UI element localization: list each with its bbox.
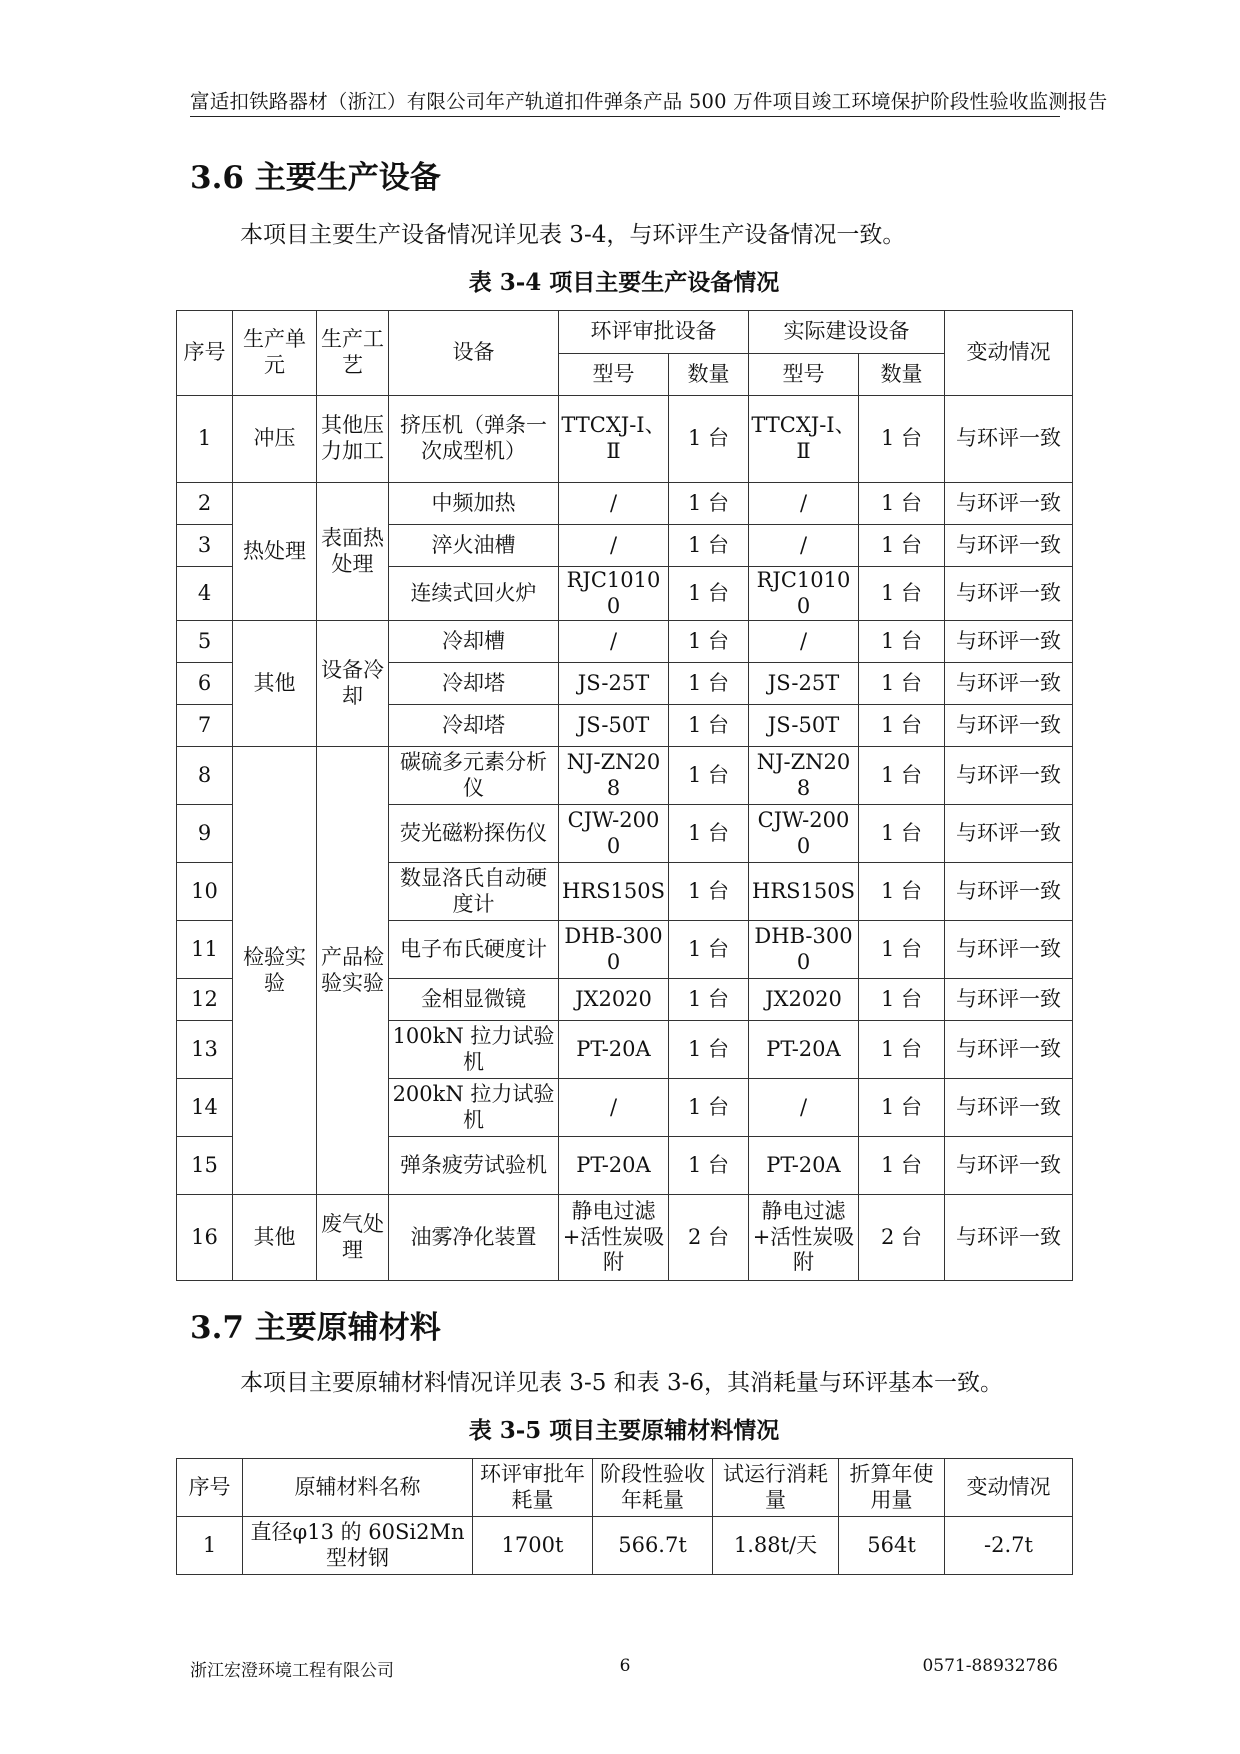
header-eia-consumption: 环评审批年耗量 bbox=[473, 1459, 593, 1517]
row-eia-qty: 1 台 bbox=[669, 705, 749, 747]
row-change: 与环评一致 bbox=[945, 1079, 1073, 1137]
row-eia-qty: 2 台 bbox=[669, 1195, 749, 1281]
row-trial-consumption: 1.88t/天 bbox=[713, 1517, 839, 1575]
page-header: 富适扣铁路器材（浙江）有限公司年产轨道扣件弹条产品 500 万件项目竣工环境保护阶段性验收监测报告 bbox=[190, 90, 1108, 113]
row-actual-model: 静电过滤+活性炭吸附 bbox=[749, 1195, 859, 1281]
table-row bbox=[177, 1195, 1073, 1281]
row-no: 7 bbox=[177, 705, 233, 747]
row-actual-qty: 1 台 bbox=[859, 863, 945, 921]
row-eia-model: JS-25T bbox=[559, 663, 669, 705]
row-equipment: 挤压机（弹条一次成型机） bbox=[389, 396, 559, 483]
row-equipment: 冷却塔 bbox=[389, 705, 559, 747]
row-actual-model: JX2020 bbox=[749, 979, 859, 1021]
row-eia-model: 静电过滤+活性炭吸附 bbox=[559, 1195, 669, 1281]
row-equipment: 电子布氏硬度计 bbox=[389, 921, 559, 979]
row-process: 设备冷却 bbox=[317, 621, 389, 747]
row-equipment: 弹条疲劳试验机 bbox=[389, 1137, 559, 1195]
row-eia-qty: 1 台 bbox=[669, 1079, 749, 1137]
table-row bbox=[177, 483, 1073, 525]
header-eia-equipment: 环评审批设备 bbox=[559, 311, 749, 354]
materials-table bbox=[176, 1458, 1073, 1575]
row-eia-model: NJ-ZN208 bbox=[559, 747, 669, 805]
header-trial-consumption: 试运行消耗量 bbox=[713, 1459, 839, 1517]
row-actual-model: TTCXJ-Ⅰ、Ⅱ bbox=[749, 396, 859, 483]
row-change: 与环评一致 bbox=[945, 921, 1073, 979]
row-stage-consumption: 566.7t bbox=[593, 1517, 713, 1575]
row-change: 与环评一致 bbox=[945, 663, 1073, 705]
table-row bbox=[177, 1517, 1073, 1575]
row-actual-model: / bbox=[749, 1079, 859, 1137]
row-eia-qty: 1 台 bbox=[669, 921, 749, 979]
header-seq: 序号 bbox=[177, 311, 233, 396]
header-seq: 序号 bbox=[177, 1459, 243, 1517]
row-eia-qty: 1 台 bbox=[669, 396, 749, 483]
row-actual-qty: 1 台 bbox=[859, 1021, 945, 1079]
row-eia-consumption: 1700t bbox=[473, 1517, 593, 1575]
header-actual-model: 型号 bbox=[749, 354, 859, 396]
table-row bbox=[177, 396, 1073, 483]
section-heading-3-6: 3.6 主要生产设备 bbox=[190, 160, 441, 196]
row-actual-model: JS-25T bbox=[749, 663, 859, 705]
row-change: -2.7t bbox=[945, 1517, 1073, 1575]
row-change: 与环评一致 bbox=[945, 1021, 1073, 1079]
row-change: 与环评一致 bbox=[945, 863, 1073, 921]
row-equipment: 淬火油槽 bbox=[389, 525, 559, 567]
row-eia-qty: 1 台 bbox=[669, 1137, 749, 1195]
row-eia-model: / bbox=[559, 525, 669, 567]
row-actual-model: DHB-3000 bbox=[749, 921, 859, 979]
row-process: 其他压力加工 bbox=[317, 396, 389, 483]
row-no: 3 bbox=[177, 525, 233, 567]
row-change: 与环评一致 bbox=[945, 747, 1073, 805]
row-actual-qty: 1 台 bbox=[859, 483, 945, 525]
row-change: 与环评一致 bbox=[945, 705, 1073, 747]
row-no: 11 bbox=[177, 921, 233, 979]
header-change: 变动情况 bbox=[945, 311, 1073, 396]
row-process: 产品检验实验 bbox=[317, 747, 389, 1195]
row-change: 与环评一致 bbox=[945, 1195, 1073, 1281]
header-eia-model: 型号 bbox=[559, 354, 669, 396]
row-no: 1 bbox=[177, 1517, 243, 1575]
row-no: 6 bbox=[177, 663, 233, 705]
row-actual-qty: 1 台 bbox=[859, 1137, 945, 1195]
header-actual-qty: 数量 bbox=[859, 354, 945, 396]
row-equipment: 冷却塔 bbox=[389, 663, 559, 705]
row-actual-qty: 1 台 bbox=[859, 396, 945, 483]
row-actual-model: / bbox=[749, 525, 859, 567]
row-actual-model: / bbox=[749, 483, 859, 525]
row-equipment: 中频加热 bbox=[389, 483, 559, 525]
row-eia-model: CJW-2000 bbox=[559, 805, 669, 863]
row-no: 15 bbox=[177, 1137, 233, 1195]
row-eia-qty: 1 台 bbox=[669, 747, 749, 805]
row-eia-qty: 1 台 bbox=[669, 525, 749, 567]
row-actual-qty: 1 台 bbox=[859, 979, 945, 1021]
row-change: 与环评一致 bbox=[945, 525, 1073, 567]
row-process: 废气处理 bbox=[317, 1195, 389, 1281]
section-3-7-intro: 本项目主要原辅材料情况详见表 3-5 和表 3-6，其消耗量与环评基本一致。 bbox=[240, 1370, 1004, 1396]
row-actual-qty: 1 台 bbox=[859, 921, 945, 979]
row-eia-qty: 1 台 bbox=[669, 567, 749, 621]
row-eia-model: HRS150S bbox=[559, 863, 669, 921]
row-actual-qty: 1 台 bbox=[859, 621, 945, 663]
row-equipment: 碳硫多元素分析仪 bbox=[389, 747, 559, 805]
header-annual-usage: 折算年使用量 bbox=[839, 1459, 945, 1517]
row-annual-usage: 564t bbox=[839, 1517, 945, 1575]
row-eia-qty: 1 台 bbox=[669, 805, 749, 863]
header-rule bbox=[190, 116, 1060, 117]
section-heading-3-7: 3.7 主要原辅材料 bbox=[190, 1310, 441, 1346]
row-actual-model: CJW-2000 bbox=[749, 805, 859, 863]
row-eia-qty: 1 台 bbox=[669, 979, 749, 1021]
row-equipment: 金相显微镜 bbox=[389, 979, 559, 1021]
header-equipment: 设备 bbox=[389, 311, 559, 396]
header-process: 生产工艺 bbox=[317, 311, 389, 396]
row-eia-qty: 1 台 bbox=[669, 663, 749, 705]
row-unit: 其他 bbox=[233, 1195, 317, 1281]
row-actual-model: PT-20A bbox=[749, 1137, 859, 1195]
row-actual-model: HRS150S bbox=[749, 863, 859, 921]
row-no: 9 bbox=[177, 805, 233, 863]
row-equipment: 连续式回火炉 bbox=[389, 567, 559, 621]
row-unit: 冲压 bbox=[233, 396, 317, 483]
footer-page-number: 6 bbox=[619, 1656, 631, 1676]
row-actual-model: / bbox=[749, 621, 859, 663]
row-eia-model: PT-20A bbox=[559, 1021, 669, 1079]
row-eia-qty: 1 台 bbox=[669, 621, 749, 663]
row-actual-qty: 1 台 bbox=[859, 805, 945, 863]
row-eia-qty: 1 台 bbox=[669, 1021, 749, 1079]
row-eia-qty: 1 台 bbox=[669, 483, 749, 525]
row-actual-qty: 1 台 bbox=[859, 1079, 945, 1137]
row-change: 与环评一致 bbox=[945, 979, 1073, 1021]
row-eia-model: / bbox=[559, 483, 669, 525]
row-process: 表面热处理 bbox=[317, 483, 389, 621]
row-eia-model: PT-20A bbox=[559, 1137, 669, 1195]
row-equipment: 冷却槽 bbox=[389, 621, 559, 663]
row-change: 与环评一致 bbox=[945, 396, 1073, 483]
row-eia-model: JS-50T bbox=[559, 705, 669, 747]
row-no: 4 bbox=[177, 567, 233, 621]
row-no: 12 bbox=[177, 979, 233, 1021]
row-no: 16 bbox=[177, 1195, 233, 1281]
row-eia-qty: 1 台 bbox=[669, 863, 749, 921]
table-row bbox=[177, 621, 1073, 663]
header-eia-qty: 数量 bbox=[669, 354, 749, 396]
header-actual-equipment: 实际建设设备 bbox=[749, 311, 945, 354]
row-change: 与环评一致 bbox=[945, 805, 1073, 863]
footer-company: 浙江宏澄环境工程有限公司 bbox=[190, 1661, 394, 1681]
table-3-4-caption: 表 3-4 项目主要生产设备情况 bbox=[468, 269, 780, 296]
row-equipment: 200kN 拉力试验机 bbox=[389, 1079, 559, 1137]
row-no: 1 bbox=[177, 396, 233, 483]
row-no: 8 bbox=[177, 747, 233, 805]
row-equipment: 100kN 拉力试验机 bbox=[389, 1021, 559, 1079]
row-material-name: 直径φ13 的 60Si2Mn 型材钢 bbox=[243, 1517, 473, 1575]
row-no: 2 bbox=[177, 483, 233, 525]
row-equipment: 数显洛氏自动硬度计 bbox=[389, 863, 559, 921]
row-no: 10 bbox=[177, 863, 233, 921]
row-eia-model: TTCXJ-Ⅰ、Ⅱ bbox=[559, 396, 669, 483]
table-row bbox=[177, 747, 1073, 805]
row-no: 5 bbox=[177, 621, 233, 663]
row-unit: 热处理 bbox=[233, 483, 317, 621]
row-unit: 其他 bbox=[233, 621, 317, 747]
row-no: 14 bbox=[177, 1079, 233, 1137]
row-actual-qty: 1 台 bbox=[859, 663, 945, 705]
row-unit: 检验实验 bbox=[233, 747, 317, 1195]
row-change: 与环评一致 bbox=[945, 621, 1073, 663]
row-equipment: 荧光磁粉探伤仪 bbox=[389, 805, 559, 863]
row-equipment: 油雾净化装置 bbox=[389, 1195, 559, 1281]
row-eia-model: / bbox=[559, 1079, 669, 1137]
header-change: 变动情况 bbox=[945, 1459, 1073, 1517]
row-actual-qty: 1 台 bbox=[859, 525, 945, 567]
row-change: 与环评一致 bbox=[945, 1137, 1073, 1195]
row-actual-qty: 1 台 bbox=[859, 705, 945, 747]
row-actual-qty: 1 台 bbox=[859, 567, 945, 621]
header-material-name: 原辅材料名称 bbox=[243, 1459, 473, 1517]
table-3-5-caption: 表 3-5 项目主要原辅材料情况 bbox=[468, 1417, 780, 1444]
header-unit: 生产单元 bbox=[233, 311, 317, 396]
section-3-6-intro: 本项目主要生产设备情况详见表 3-4，与环评生产设备情况一致。 bbox=[240, 222, 906, 248]
row-actual-qty: 2 台 bbox=[859, 1195, 945, 1281]
footer-phone: 0571-88932786 bbox=[922, 1656, 1058, 1676]
row-actual-qty: 1 台 bbox=[859, 747, 945, 805]
header-stage-consumption: 阶段性验收年耗量 bbox=[593, 1459, 713, 1517]
row-no: 13 bbox=[177, 1021, 233, 1079]
row-eia-model: JX2020 bbox=[559, 979, 669, 1021]
row-eia-model: DHB-3000 bbox=[559, 921, 669, 979]
equipment-table bbox=[176, 310, 1073, 1281]
row-actual-model: NJ-ZN208 bbox=[749, 747, 859, 805]
row-change: 与环评一致 bbox=[945, 567, 1073, 621]
row-actual-model: PT-20A bbox=[749, 1021, 859, 1079]
row-eia-model: / bbox=[559, 621, 669, 663]
row-eia-model: RJC10100 bbox=[559, 567, 669, 621]
row-actual-model: RJC10100 bbox=[749, 567, 859, 621]
row-change: 与环评一致 bbox=[945, 483, 1073, 525]
row-actual-model: JS-50T bbox=[749, 705, 859, 747]
